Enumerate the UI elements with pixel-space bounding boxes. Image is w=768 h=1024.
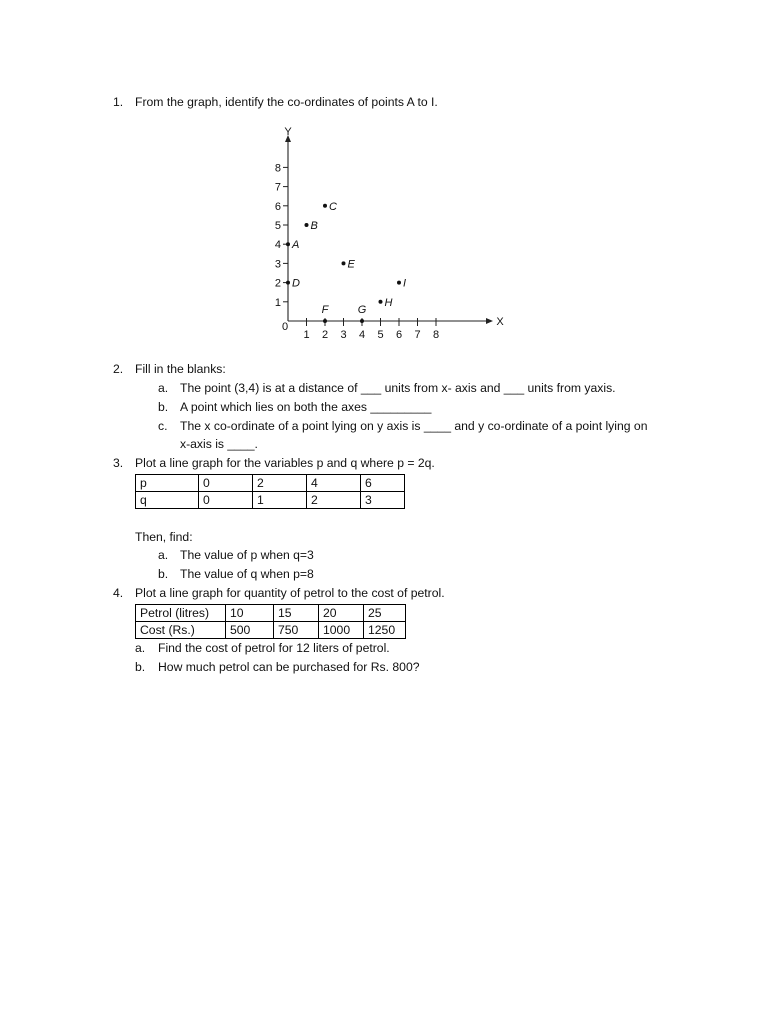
x-tick-label: 7 xyxy=(414,329,421,341)
q4-item-b-letter: b. xyxy=(135,660,146,674)
q3-item-b-letter: b. xyxy=(158,567,169,581)
x-tick-label: 8 xyxy=(432,329,440,341)
point-h xyxy=(379,300,383,304)
q3-then: Then, find: xyxy=(135,530,193,544)
petrol-table xyxy=(135,604,406,639)
origin-label: 0 xyxy=(281,321,289,333)
y-tick-label: 2 xyxy=(274,277,281,290)
q3-item-a: The value of p when q=3 xyxy=(180,548,314,562)
table-cell: 750 xyxy=(274,622,319,639)
q3-text: Plot a line graph for the variables p and q where p = 2q. xyxy=(135,456,435,470)
x-tick-label: 5 xyxy=(377,329,384,341)
table-cell: 1 xyxy=(253,492,307,509)
x-tick-label: 4 xyxy=(358,329,366,341)
x-tick-label: 6 xyxy=(395,329,403,341)
x-tick-label: 2 xyxy=(321,329,329,341)
point-d xyxy=(286,281,290,285)
point-label-c: C xyxy=(329,200,337,213)
y-tick-label: 1 xyxy=(274,296,281,309)
point-i xyxy=(397,281,401,285)
table-row xyxy=(136,475,405,492)
table-cell: 20 xyxy=(319,605,364,622)
y-tick-label: 4 xyxy=(274,239,281,252)
q1-text: From the graph, identify the co-ordinates of points A to I. xyxy=(135,95,438,109)
q4-number: 4. xyxy=(113,586,124,600)
q2-item-a-letter: a. xyxy=(158,381,169,395)
q2-item-c: The x co-ordinate of a point lying on y axis is ____ and y co-ordinate of a point lying on xyxy=(180,419,648,433)
table-row xyxy=(136,492,405,509)
point-label-d: D xyxy=(292,277,300,290)
table-row xyxy=(136,622,406,639)
x-axis-arrow xyxy=(486,318,493,324)
table-cell: 10 xyxy=(226,605,274,622)
table-cell: 1250 xyxy=(364,622,406,639)
q2-item-c-continued: x-axis is ____. xyxy=(180,437,258,451)
table-cell: 0 xyxy=(199,492,253,509)
table-cell: 0 xyxy=(199,475,253,492)
q3-item-b: The value of q when p=8 xyxy=(180,567,314,581)
y-axis-label: Y xyxy=(284,126,292,138)
point-label-b: B xyxy=(310,220,318,232)
y-tick-label: 7 xyxy=(274,181,281,194)
q2-item-a: The point (3,4) is at a distance of ___ units from x- axis and ___ units from yaxis. xyxy=(180,381,616,395)
table-cell: 15 xyxy=(274,605,319,622)
point-label-g: G xyxy=(357,304,367,316)
table-cell: Petrol (litres) xyxy=(136,605,226,622)
table-cell: 2 xyxy=(307,492,361,509)
x-tick-label: 1 xyxy=(303,329,310,341)
table-row xyxy=(136,605,406,622)
table-cell: 4 xyxy=(307,475,361,492)
table-cell: 6 xyxy=(361,475,405,492)
q3-number: 3. xyxy=(113,456,124,470)
point-label-h: H xyxy=(384,296,393,309)
point-f xyxy=(323,319,327,323)
q2-item-c-letter: c. xyxy=(158,419,168,433)
y-tick-label: 5 xyxy=(274,220,281,232)
point-e xyxy=(342,261,346,265)
y-tick-label: 6 xyxy=(274,200,281,213)
q2-item-b-letter: b. xyxy=(158,400,169,414)
y-tick-label: 3 xyxy=(274,258,281,271)
table-cell: 25 xyxy=(364,605,406,622)
coordinate-graph xyxy=(250,125,510,350)
point-a xyxy=(286,242,290,246)
x-tick-label: 3 xyxy=(340,329,347,341)
q2-text: Fill in the blanks: xyxy=(135,362,226,376)
table-cell: Cost (Rs.) xyxy=(136,622,226,639)
q2-item-b: A point which lies on both the axes _________ xyxy=(180,400,432,414)
point-label-f: F xyxy=(321,304,329,316)
q1-number: 1. xyxy=(113,95,124,109)
point-c xyxy=(323,204,327,208)
q4-item-a: Find the cost of petrol for 12 liters of petrol. xyxy=(158,641,390,655)
point-g xyxy=(360,319,364,323)
point-label-i: I xyxy=(403,277,407,290)
pq-table xyxy=(135,474,405,509)
q3-item-a-letter: a. xyxy=(158,548,169,562)
q4-item-a-letter: a. xyxy=(135,641,146,655)
graph-points xyxy=(286,201,406,323)
table-cell: 2 xyxy=(253,475,307,492)
q4-item-b: How much petrol can be purchased for Rs. 800? xyxy=(158,660,420,674)
table-cell: 500 xyxy=(226,622,274,639)
point-label-a: A xyxy=(292,239,300,252)
y-tick-label: 8 xyxy=(274,162,281,175)
table-cell: 1000 xyxy=(319,622,364,639)
table-cell: 3 xyxy=(361,492,405,509)
point-b xyxy=(305,223,309,227)
table-cell: p xyxy=(136,475,199,492)
point-label-e: E xyxy=(347,258,355,271)
x-axis-label: X xyxy=(496,316,504,328)
table-cell: q xyxy=(136,492,199,509)
q4-text: Plot a line graph for quantity of petrol to the cost of petrol. xyxy=(135,586,445,600)
q2-number: 2. xyxy=(113,362,124,376)
